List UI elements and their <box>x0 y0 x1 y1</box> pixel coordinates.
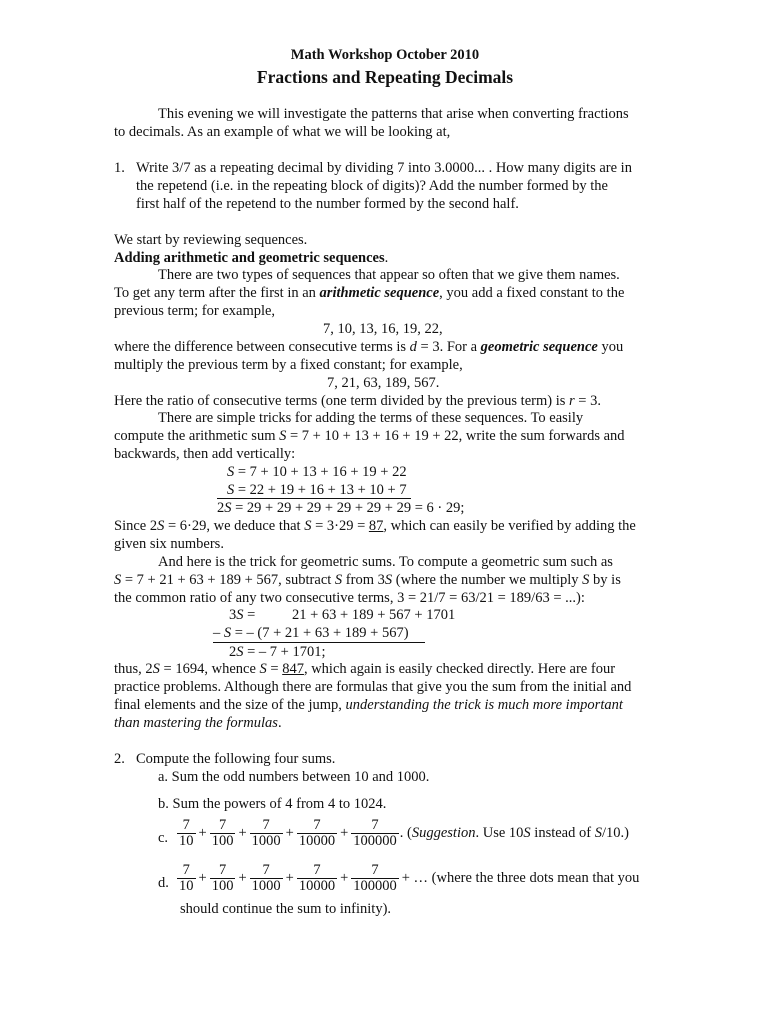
text: – <box>213 625 224 641</box>
text: where the difference between consecutive terms is <box>114 339 410 355</box>
since-line-1 <box>114 517 636 535</box>
text: /10.) <box>601 825 629 841</box>
problem-1-line-1: Write 3/7 as a repeating decimal by dividing 7 into 3.0000... . How many digits are in <box>136 160 632 176</box>
problem-2c-tail <box>400 825 629 842</box>
arith-trick-line-3: backwards, then add vertically: <box>114 446 296 462</box>
geo-row-3 <box>213 642 425 661</box>
var-S: S <box>114 572 122 588</box>
text: 2 <box>229 644 237 660</box>
text: = – (7 + 21 + 63 + 189 + 567) <box>231 625 409 641</box>
emphasis-text: understanding the trick is much more important <box>345 697 623 713</box>
text: = 7 + 10 + 13 + 16 + 19 + 22 <box>234 464 407 480</box>
text: 2 <box>217 500 225 516</box>
arith-row-3 <box>217 498 464 517</box>
denominator: 1000 <box>251 833 281 849</box>
problem-1-line-2: the repetend (i.e. in the repeating block of digits)? Add the number formed by the <box>136 178 608 194</box>
var-S: S <box>223 625 232 641</box>
since-line-2: given six numbers. <box>114 536 224 552</box>
var-S: S <box>227 464 235 480</box>
fraction <box>351 818 399 849</box>
denominator: 100000 <box>353 878 397 894</box>
numerator: 7 <box>210 863 236 879</box>
text: = 6·29, we deduce that <box>164 518 305 534</box>
text: = – 7 + 1701; <box>243 644 326 660</box>
var-S: S <box>304 518 312 534</box>
text: instead of <box>530 825 595 841</box>
problem-2b: b. Sum the powers of 4 from 4 to 1024. <box>158 796 387 812</box>
fraction <box>177 818 196 849</box>
problem-2d-tail: + … (where the three dots mean that you <box>401 870 640 886</box>
emphasis-text: than mastering the formulas <box>114 715 278 731</box>
diff-underline <box>213 642 425 661</box>
plus: + <box>238 825 247 841</box>
document-subtitle: Math Workshop October 2010 <box>290 47 480 63</box>
text: = 6 · 29; <box>411 500 465 516</box>
denominator: 100 <box>211 833 234 849</box>
problem-1-line-3: first half of the repetend to the number formed by the second half. <box>136 196 519 212</box>
plus: + <box>285 825 294 841</box>
text: . <box>277 715 282 731</box>
arith-trick-line-2 <box>114 427 625 445</box>
problem-2d-line-2: should continue the sum to infinity). <box>180 901 392 917</box>
text: = 3. <box>574 393 601 409</box>
denominator: 10000 <box>298 878 336 894</box>
geometric-example: 7, 21, 63, 189, 567. <box>327 375 440 391</box>
text: = <box>266 661 283 677</box>
text: compute the arithmetic sum <box>114 428 280 444</box>
geo-row-1-lhs <box>229 606 255 624</box>
geo-row-1-rhs: 21 + 63 + 189 + 567 + 1701 <box>292 607 456 623</box>
text: = 1694, whence <box>159 661 260 677</box>
var-S: S <box>523 825 531 841</box>
var-S: S <box>259 661 267 677</box>
fraction <box>250 863 283 894</box>
problem-2c-expression <box>176 818 629 849</box>
sequences-p1-line-1: There are two types of sequences that appear so often that we give them names. <box>158 267 620 283</box>
numerator: 7 <box>210 818 236 834</box>
mastering-line <box>114 714 282 732</box>
numerator: 7 <box>177 818 196 834</box>
text: = 3. For a <box>416 339 481 355</box>
var-d: d <box>409 339 417 355</box>
text: , which can easily be verified by adding the <box>383 518 636 534</box>
fraction <box>177 863 196 894</box>
var-S: S <box>227 482 235 498</box>
answer-847: 847 <box>282 661 304 677</box>
fraction <box>297 863 337 894</box>
text: thus, 2 <box>114 661 153 677</box>
sequences-p1-line-4 <box>114 338 623 356</box>
sequences-start: We start by reviewing sequences. <box>114 232 308 248</box>
denominator: 100000 <box>353 833 397 849</box>
problem-2c-label: c. <box>158 830 169 846</box>
practice-line: practice problems. Although there are formulas that give you the sum from the initial and <box>114 679 632 695</box>
fraction <box>210 863 236 894</box>
plus: + <box>198 870 207 886</box>
arithmetic-example: 7, 10, 13, 16, 19, 22, <box>323 321 443 337</box>
intro-line-2: to decimals. As an example of what we will be looking at, <box>114 124 451 140</box>
denominator: 10 <box>179 833 194 849</box>
sequences-p1-line-6 <box>114 392 601 410</box>
numerator: 7 <box>250 818 283 834</box>
text: Since 2 <box>114 518 158 534</box>
var-S: S <box>279 428 287 444</box>
text: 3 <box>229 607 237 623</box>
text: from 3 <box>342 572 385 588</box>
var-S: S <box>236 607 244 623</box>
text: (where the number we multiply <box>392 572 583 588</box>
thus-line <box>114 660 615 678</box>
plus: + <box>238 870 247 886</box>
section-heading-period: . <box>384 250 389 266</box>
section-heading-text: Adding arithmetic and geometric sequences <box>114 250 385 266</box>
numerator: 7 <box>250 863 283 879</box>
text: = 3·29 = <box>311 518 369 534</box>
text: . ( <box>399 825 412 841</box>
text: = 7 + 21 + 63 + 189 + 567, subtract <box>121 572 335 588</box>
numerator: 7 <box>297 863 337 879</box>
var-S: S <box>594 825 602 841</box>
var-S: S <box>236 644 244 660</box>
text: = <box>243 607 256 623</box>
text: by is <box>589 572 621 588</box>
fraction <box>250 818 283 849</box>
text: you <box>597 339 624 355</box>
arithmetic-sequence-term: arithmetic sequence <box>319 285 440 301</box>
numerator: 7 <box>351 818 399 834</box>
document-title: Fractions and Repeating Decimals <box>256 67 514 87</box>
section-heading <box>114 249 388 267</box>
denominator: 100 <box>211 878 234 894</box>
text: , you add a fixed constant to the <box>439 285 625 301</box>
text: Here the ratio of consecutive terms (one term divided by the previous term) is <box>114 393 569 409</box>
plus: + <box>340 870 349 886</box>
problem-2-number: 2. <box>114 751 125 767</box>
numerator: 7 <box>351 863 399 879</box>
numerator: 7 <box>177 863 196 879</box>
geo-trick-line-1: And here is the trick for geometric sums. To compute a geometric sum such as <box>158 554 613 570</box>
problem-2d-expression <box>176 863 641 894</box>
plus: + <box>285 870 294 886</box>
problem-2a: a. Sum the odd numbers between 10 and 1000. <box>158 769 430 785</box>
var-S: S <box>224 500 232 516</box>
plus: + <box>198 825 207 841</box>
sum-underline <box>217 498 411 517</box>
fraction <box>210 818 236 849</box>
sequences-p1-line-3: previous term; for example, <box>114 303 276 319</box>
arith-trick-line-1: There are simple tricks for adding the terms of these sequences. To easily <box>158 410 584 426</box>
text: final elements and the size of the jump, <box>114 697 346 713</box>
denominator: 10 <box>179 878 194 894</box>
numerator: 7 <box>297 818 337 834</box>
text: = 7 + 10 + 13 + 16 + 19 + 22, write the sum forwards and <box>286 428 625 444</box>
var-r: r <box>569 393 575 409</box>
denominator: 10000 <box>298 833 336 849</box>
var-S: S <box>334 572 343 588</box>
text: , which again is easily checked directly. Here are four <box>303 661 616 677</box>
sequences-p1-line-2 <box>114 284 624 302</box>
var-S: S <box>582 572 590 588</box>
denominator: 1000 <box>251 878 281 894</box>
sequences-p1-line-5: multiply the previous term by a fixed constant; for example, <box>114 357 463 373</box>
var-S: S <box>384 572 393 588</box>
text: . Use 10 <box>475 825 524 841</box>
plus: + <box>340 825 349 841</box>
arith-row-1 <box>227 463 407 481</box>
var-S: S <box>152 661 160 677</box>
problem-1-number: 1. <box>114 160 125 176</box>
fraction <box>297 818 337 849</box>
intro-line-1: This evening we will investigate the patterns that arise when converting fractions <box>158 106 629 122</box>
geo-trick-line-3: the common ratio of any two consecutive terms, 3 = 21/7 = 63/21 = 189/63 = ...): <box>114 590 585 606</box>
fraction <box>351 863 399 894</box>
text: = 22 + 19 + 16 + 13 + 10 + 7 <box>234 482 407 498</box>
arith-row-2 <box>227 481 407 499</box>
problem-2-intro: Compute the following four sums. <box>136 751 336 767</box>
geo-row-2 <box>213 624 409 642</box>
suggestion-label: Suggestion <box>411 825 476 841</box>
geometric-sequence-term: geometric sequence <box>480 339 598 355</box>
problem-2d-label: d. <box>158 875 169 891</box>
text: To get any term after the first in an <box>114 285 320 301</box>
answer-87: 87 <box>368 518 384 534</box>
final-elements-line <box>114 696 623 714</box>
var-S: S <box>157 518 165 534</box>
text: = 29 + 29 + 29 + 29 + 29 + 29 <box>231 500 412 516</box>
geo-trick-line-2 <box>114 571 621 589</box>
